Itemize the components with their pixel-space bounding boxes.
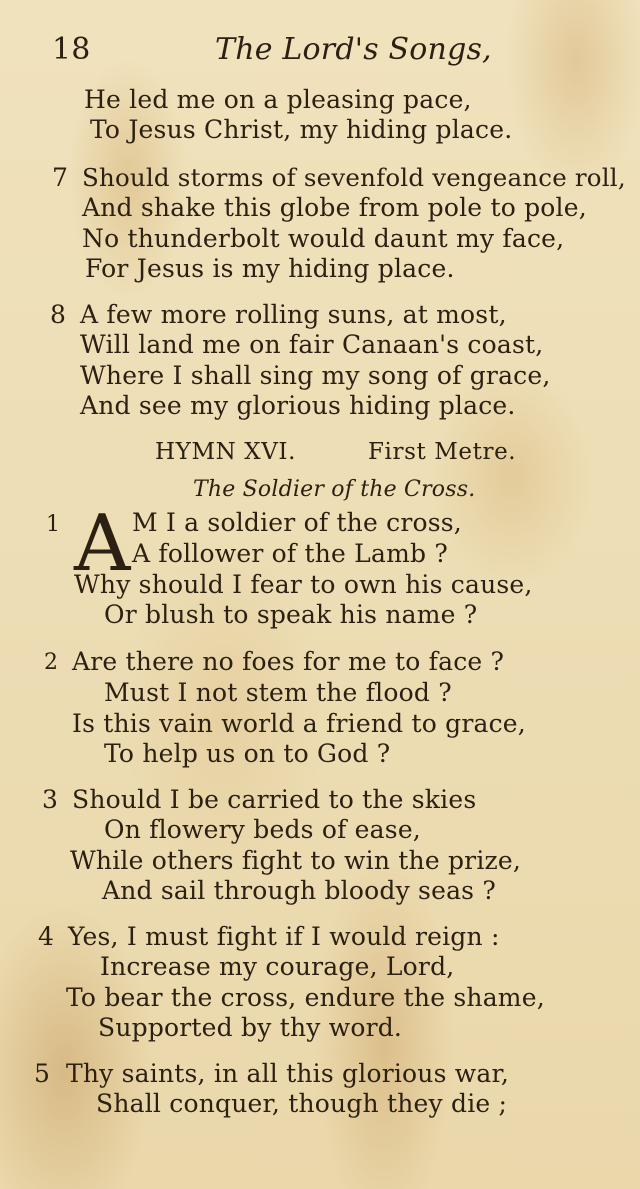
hymn-metre: First Metre. (368, 439, 517, 465)
stanza-number: 3 (42, 785, 58, 814)
stanza-number: 1 (46, 512, 60, 537)
verse-line: Yes, I must fight if I would reign : (68, 922, 500, 951)
verse-line: A few more rolling suns, at most, (80, 300, 507, 329)
verse-line: A follower of the Lamb ? (132, 539, 448, 568)
verse-line: Must I not stem the flood ? (104, 678, 452, 707)
stanza-number: 4 (38, 922, 54, 951)
running-head: The Lord's Songs, (215, 32, 492, 67)
stanza-number: 2 (44, 650, 58, 675)
verse-line: Thy saints, in all this glorious war, (66, 1059, 510, 1088)
verse-line: While others fight to win the prize, (70, 846, 522, 875)
verse-line: On flowery beds of ease, (104, 815, 421, 844)
verse-line: Shall conquer, though they die ; (96, 1089, 508, 1118)
verse-line: Or blush to speak his name ? (104, 600, 478, 629)
verse-line: Why should I fear to own his cause, (74, 570, 533, 599)
verse-line: And sail through bloody seas ? (102, 876, 496, 905)
stanza-number: 8 (50, 300, 66, 329)
page-number: 18 (52, 32, 91, 67)
verse-line: To bear the cross, endure the shame, (66, 983, 545, 1012)
continued-line: To Jesus Christ, my hiding place. (90, 115, 513, 144)
stanza-number: 5 (34, 1059, 50, 1088)
drop-cap: A (74, 499, 131, 589)
stanza-number: 7 (52, 163, 68, 192)
verse-line: No thunderbolt would daunt my face, (82, 224, 565, 253)
verse-line: Supported by thy word. (98, 1013, 403, 1042)
verse-line: Should I be carried to the skies (72, 785, 477, 814)
verse-line: Will land me on fair Canaan's coast, (80, 330, 544, 359)
continued-line: He led me on a pleasing pace, (84, 85, 472, 114)
verse-line: Are there no foes for me to face ? (72, 647, 505, 676)
verse-line: Is this vain world a friend to grace, (72, 709, 526, 738)
verse-line: Increase my courage, Lord, (100, 952, 455, 981)
verse-line: For Jesus is my hiding place. (85, 254, 455, 283)
verse-line: To help us on to God ? (104, 739, 391, 768)
hymn-title: HYMN XVI. (155, 439, 297, 465)
verse-line: Should storms of sevenfold vengeance roll, (82, 163, 626, 192)
verse-line: Where I shall sing my song of grace, (80, 361, 551, 390)
hymn-subtitle: The Soldier of the Cross. (193, 477, 476, 502)
verse-line: And see my glorious hiding place. (80, 391, 516, 420)
verse-line: And shake this globe from pole to pole, (82, 193, 587, 222)
verse-line: M I a soldier of the cross, (132, 508, 462, 537)
